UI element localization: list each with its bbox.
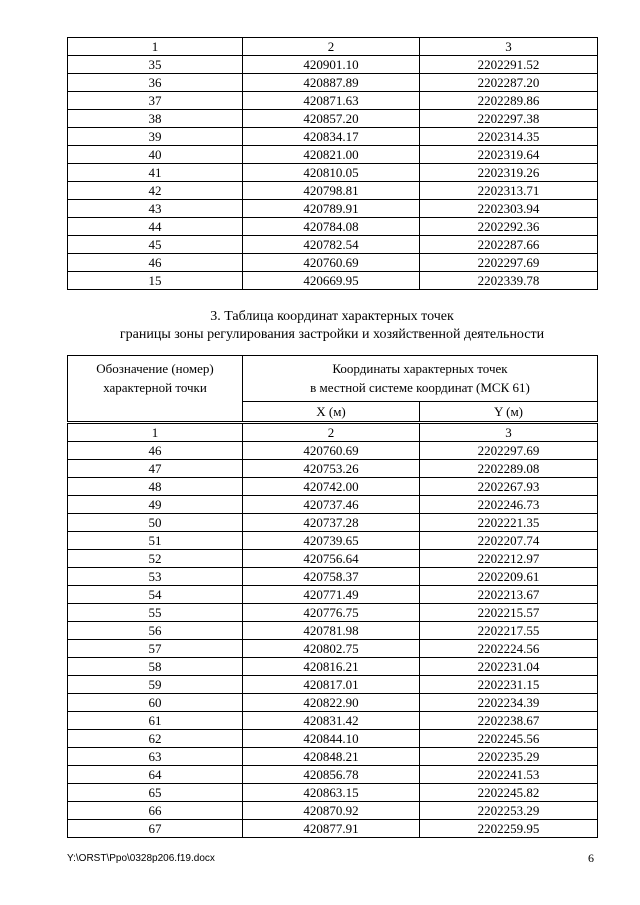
point-number: 52 (68, 550, 243, 568)
x-coordinate: 420784.08 (243, 218, 420, 236)
y-coordinate: 2202267.93 (420, 478, 598, 496)
table-row (68, 676, 598, 694)
x-coordinate: 420760.69 (243, 254, 420, 272)
table-row (68, 748, 598, 766)
table-caption-line1: 3. Таблица координат характерных точек (210, 309, 454, 324)
point-number: 35 (68, 56, 243, 74)
table-row (68, 442, 598, 460)
y-coordinate: 2202287.66 (420, 236, 598, 254)
x-coordinate: 420901.10 (243, 56, 420, 74)
y-coordinate: 2202313.71 (420, 182, 598, 200)
point-number: 41 (68, 164, 243, 182)
x-coordinate: 420756.64 (243, 550, 420, 568)
x-coordinate: 420817.01 (243, 676, 420, 694)
x-coordinate: 420776.75 (243, 604, 420, 622)
y-coordinate: 2202259.95 (420, 820, 598, 838)
x-coordinate: 420669.95 (243, 272, 420, 290)
y-coordinate: 2202224.56 (420, 640, 598, 658)
y-coordinate: 2202209.61 (420, 568, 598, 586)
x-coordinate: 420810.05 (243, 164, 420, 182)
x-coordinate: 420877.91 (243, 820, 420, 838)
coords-label-line2: в местной системе координат (МСК 61) (310, 380, 530, 395)
point-number: 47 (68, 460, 243, 478)
point-number: 49 (68, 496, 243, 514)
point-number: 61 (68, 712, 243, 730)
table-row (68, 550, 598, 568)
y-coordinate: 2202339.78 (420, 272, 598, 290)
table-row (68, 604, 598, 622)
column-number: 1 (68, 423, 243, 442)
x-coordinate: 420782.54 (243, 236, 420, 254)
point-number: 54 (68, 586, 243, 604)
table-row (68, 730, 598, 748)
point-number: 58 (68, 658, 243, 676)
point-number: 40 (68, 146, 243, 164)
y-coordinate: 2202241.53 (420, 766, 598, 784)
coords-label-header (243, 356, 598, 402)
point-number: 46 (68, 442, 243, 460)
point-number: 59 (68, 676, 243, 694)
page-number: 6 (588, 851, 594, 865)
x-coordinate: 420753.26 (243, 460, 420, 478)
x-coordinate: 420834.17 (243, 128, 420, 146)
table-row (68, 802, 598, 820)
y-coordinate: 2202217.55 (420, 622, 598, 640)
column-number: 3 (420, 423, 598, 442)
x-coordinate: 420863.15 (243, 784, 420, 802)
x-coordinate: 420857.20 (243, 110, 420, 128)
point-number: 63 (68, 748, 243, 766)
point-number: 65 (68, 784, 243, 802)
x-column-header: X (м) (243, 402, 420, 423)
y-column-header: Y (м) (420, 402, 598, 423)
y-coordinate: 2202207.74 (420, 532, 598, 550)
x-coordinate: 420831.42 (243, 712, 420, 730)
table-row (68, 766, 598, 784)
point-number: 39 (68, 128, 243, 146)
table-row (68, 146, 598, 164)
table-row (68, 182, 598, 200)
table-row (68, 272, 598, 290)
x-coordinate: 420871.63 (243, 92, 420, 110)
point-number: 60 (68, 694, 243, 712)
table-row (68, 164, 598, 182)
table-caption-line2: границы зоны регулирования застройки и хозяйственной деятельности (119, 327, 545, 342)
x-coordinate: 420848.21 (243, 748, 420, 766)
column-number: 3 (420, 38, 598, 56)
y-coordinate: 2202303.94 (420, 200, 598, 218)
point-number: 42 (68, 182, 243, 200)
table-row (68, 640, 598, 658)
table-row (68, 820, 598, 838)
table2-header (68, 356, 598, 423)
table-row (68, 236, 598, 254)
point-label-line2: характерной точки (103, 380, 207, 395)
coords-label-line1: Координаты характерных точек (332, 361, 508, 376)
table-row (68, 92, 598, 110)
point-number: 44 (68, 218, 243, 236)
footer-file-path: Y:\ORST\Ppo\0328p206.f19.docx (67, 853, 215, 864)
y-coordinate: 2202253.29 (420, 802, 598, 820)
table-row (68, 712, 598, 730)
y-coordinate: 2202314.35 (420, 128, 598, 146)
table-row (68, 254, 598, 272)
table-row (68, 56, 598, 74)
y-coordinate: 2202245.82 (420, 784, 598, 802)
table-row (68, 128, 598, 146)
table-row (68, 532, 598, 550)
y-coordinate: 2202213.67 (420, 586, 598, 604)
y-coordinate: 2202212.97 (420, 550, 598, 568)
y-coordinate: 2202319.26 (420, 164, 598, 182)
x-coordinate: 420781.98 (243, 622, 420, 640)
x-coordinate: 420816.21 (243, 658, 420, 676)
point-number: 57 (68, 640, 243, 658)
y-coordinate: 2202319.64 (420, 146, 598, 164)
point-number: 53 (68, 568, 243, 586)
y-coordinate: 2202245.56 (420, 730, 598, 748)
point-number: 45 (68, 236, 243, 254)
column-number-row (68, 38, 598, 56)
point-number: 37 (68, 92, 243, 110)
point-label-line1: Обозначение (номер) (96, 361, 214, 376)
x-coordinate: 420737.46 (243, 496, 420, 514)
x-coordinate: 420856.78 (243, 766, 420, 784)
point-number: 56 (68, 622, 243, 640)
table-row (68, 586, 598, 604)
table-row (68, 74, 598, 92)
column-number: 2 (243, 38, 420, 56)
y-coordinate: 2202297.69 (420, 442, 598, 460)
x-coordinate: 420737.28 (243, 514, 420, 532)
point-number: 50 (68, 514, 243, 532)
coordinates-table (67, 355, 598, 838)
x-coordinate: 420822.90 (243, 694, 420, 712)
table-row (68, 568, 598, 586)
table-row (68, 478, 598, 496)
y-coordinate: 2202289.86 (420, 92, 598, 110)
point-number: 48 (68, 478, 243, 496)
point-number: 62 (68, 730, 243, 748)
column-number: 1 (68, 38, 243, 56)
table2-body (68, 423, 598, 838)
x-coordinate: 420760.69 (243, 442, 420, 460)
x-coordinate: 420798.81 (243, 182, 420, 200)
y-coordinate: 2202297.38 (420, 110, 598, 128)
table-row (68, 460, 598, 478)
y-coordinate: 2202287.20 (420, 74, 598, 92)
table-row (68, 110, 598, 128)
table-row (68, 514, 598, 532)
point-number: 67 (68, 820, 243, 838)
y-coordinate: 2202297.69 (420, 254, 598, 272)
table-row (68, 694, 598, 712)
y-coordinate: 2202235.29 (420, 748, 598, 766)
x-coordinate: 420844.10 (243, 730, 420, 748)
point-number: 66 (68, 802, 243, 820)
y-coordinate: 2202246.73 (420, 496, 598, 514)
table-row (68, 496, 598, 514)
table-row (68, 200, 598, 218)
x-coordinate: 420802.75 (243, 640, 420, 658)
x-coordinate: 420742.00 (243, 478, 420, 496)
table-row (68, 658, 598, 676)
column-number-row (68, 423, 598, 442)
x-coordinate: 420758.37 (243, 568, 420, 586)
x-coordinate: 420789.91 (243, 200, 420, 218)
x-coordinate: 420821.00 (243, 146, 420, 164)
table-row (68, 622, 598, 640)
y-coordinate: 2202291.52 (420, 56, 598, 74)
y-coordinate: 2202292.36 (420, 218, 598, 236)
point-number: 64 (68, 766, 243, 784)
point-number: 43 (68, 200, 243, 218)
coordinates-table-continued (67, 37, 598, 290)
point-number: 36 (68, 74, 243, 92)
point-number: 38 (68, 110, 243, 128)
point-number: 51 (68, 532, 243, 550)
column-number: 2 (243, 423, 420, 442)
x-coordinate: 420870.92 (243, 802, 420, 820)
table-row (68, 784, 598, 802)
y-coordinate: 2202221.35 (420, 514, 598, 532)
y-coordinate: 2202215.57 (420, 604, 598, 622)
x-coordinate: 420887.89 (243, 74, 420, 92)
y-coordinate: 2202231.15 (420, 676, 598, 694)
point-number: 55 (68, 604, 243, 622)
point-number: 46 (68, 254, 243, 272)
point-label-header (68, 356, 243, 423)
y-coordinate: 2202231.04 (420, 658, 598, 676)
y-coordinate: 2202234.39 (420, 694, 598, 712)
point-number: 15 (68, 272, 243, 290)
x-coordinate: 420771.49 (243, 586, 420, 604)
y-coordinate: 2202289.08 (420, 460, 598, 478)
table1-body (68, 38, 598, 290)
x-coordinate: 420739.65 (243, 532, 420, 550)
table-row (68, 218, 598, 236)
y-coordinate: 2202238.67 (420, 712, 598, 730)
